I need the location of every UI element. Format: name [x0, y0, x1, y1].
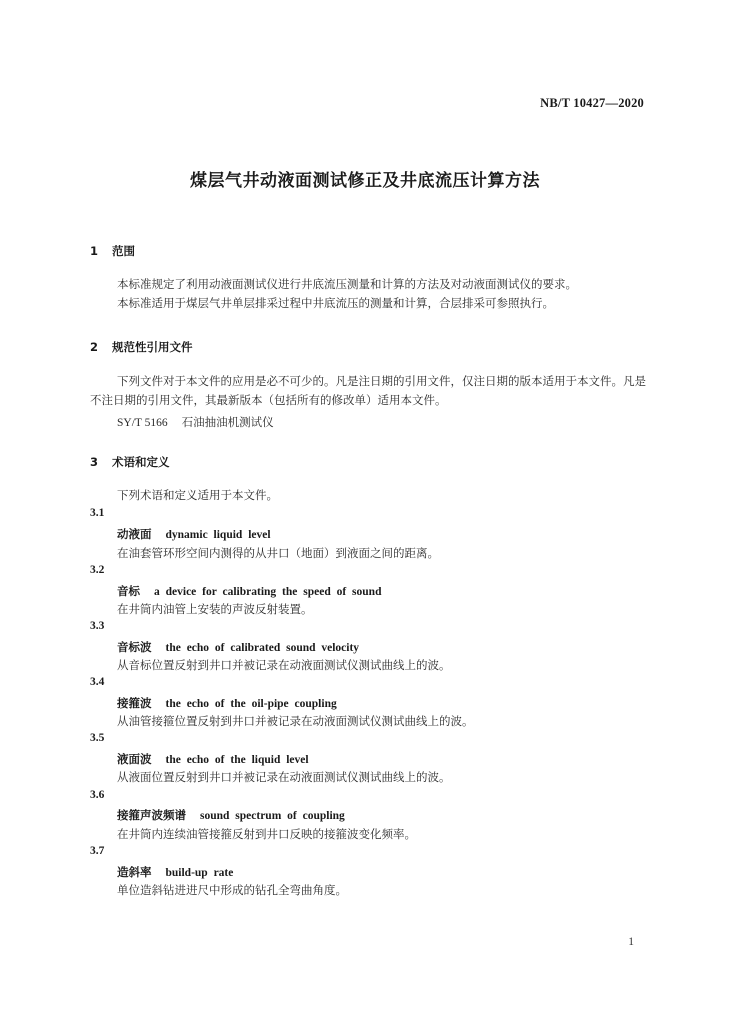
term-cn: 接箍波 [117, 696, 152, 710]
term-entry [117, 751, 309, 767]
term-en: the echo of the oil-pipe coupling [165, 698, 337, 710]
term-number: 3.3 [90, 620, 105, 632]
term-definition: 在井筒内油管上安装的声波反射装置。 [117, 602, 313, 616]
section-title: 规范性引用文件 [112, 340, 193, 354]
term-definition: 从液面位置反射到井口并被记录在动液面测试仪测试曲线上的波。 [117, 770, 451, 784]
section-title: 范围 [112, 244, 135, 258]
section-heading-terms [90, 454, 170, 470]
paragraph: 本标准适用于煤层气井单层排采过程中井底流压的测量和计算，合层排采可参照执行。 [117, 296, 554, 310]
term-cn: 音标 [117, 584, 140, 598]
term-number: 3.6 [90, 789, 105, 801]
term-number: 3.2 [90, 564, 105, 576]
section-title: 术语和定义 [112, 455, 170, 469]
term-number: 3.1 [90, 507, 105, 519]
section-number: 3 [90, 455, 99, 469]
term-cn: 音标波 [117, 640, 152, 654]
term-en: build-up rate [165, 867, 234, 879]
paragraph: 下列文件对于本文件的应用是必不可少的。凡是注日期的引用文件，仅注日期的版本适用于本文件。凡是不注日期的引用文件，其最新版本（包括所有的修改单）适用本文件。 [90, 374, 646, 407]
term-entry [117, 526, 271, 542]
term-entry [117, 807, 345, 823]
term-en: sound spectrum of coupling [200, 810, 345, 822]
term-number: 3.7 [90, 845, 105, 857]
term-definition: 在油套管环形空间内测得的从井口（地面）到液面之间的距离。 [117, 546, 439, 560]
term-en: dynamic liquid level [165, 529, 271, 541]
term-definition: 从油管接箍位置反射到井口并被记录在动液面测试仪测试曲线上的波。 [117, 714, 474, 728]
section-heading-normative-references [90, 339, 193, 355]
term-entry [117, 639, 359, 655]
reference-item [117, 414, 274, 430]
reference-name: 石油抽油机测试仪 [181, 415, 274, 429]
paragraph: 下列术语和定义适用于本文件。 [117, 488, 278, 502]
term-definition: 从音标位置反射到井口并被记录在动液面测试仪测试曲线上的波。 [117, 658, 451, 672]
term-entry [117, 583, 381, 599]
term-en: the echo of the liquid level [165, 754, 309, 766]
term-entry [117, 695, 337, 711]
term-entry [117, 864, 233, 880]
section-number: 1 [90, 244, 99, 258]
section-number: 2 [90, 340, 99, 354]
section-heading-scope [90, 243, 135, 259]
term-en: a device for calibrating the speed of sound [154, 586, 382, 598]
term-definition: 在井筒内连续油管接箍反射到井口反映的接箍波变化频率。 [117, 827, 416, 841]
page-number: 1 [628, 936, 634, 948]
term-number: 3.4 [90, 676, 105, 688]
term-definition: 单位造斜钻进进尺中形成的钻孔全弯曲角度。 [117, 883, 347, 897]
paragraph: 本标准规定了利用动液面测试仪进行井底流压测量和计算的方法及对动液面测试仪的要求。 [117, 277, 577, 291]
reference-code: SY/T 5166 [117, 417, 168, 429]
term-cn: 液面波 [117, 752, 152, 766]
term-en: the echo of calibrated sound velocity [165, 642, 360, 654]
term-cn: 造斜率 [117, 865, 152, 879]
document-title: 煤层气井动液面测试修正及井底流压计算方法 [190, 171, 540, 191]
standard-number: NB/T 10427—2020 [540, 96, 644, 110]
term-cn: 接箍声波频谱 [117, 808, 186, 822]
term-number: 3.5 [90, 732, 105, 744]
term-cn: 动液面 [117, 527, 152, 541]
